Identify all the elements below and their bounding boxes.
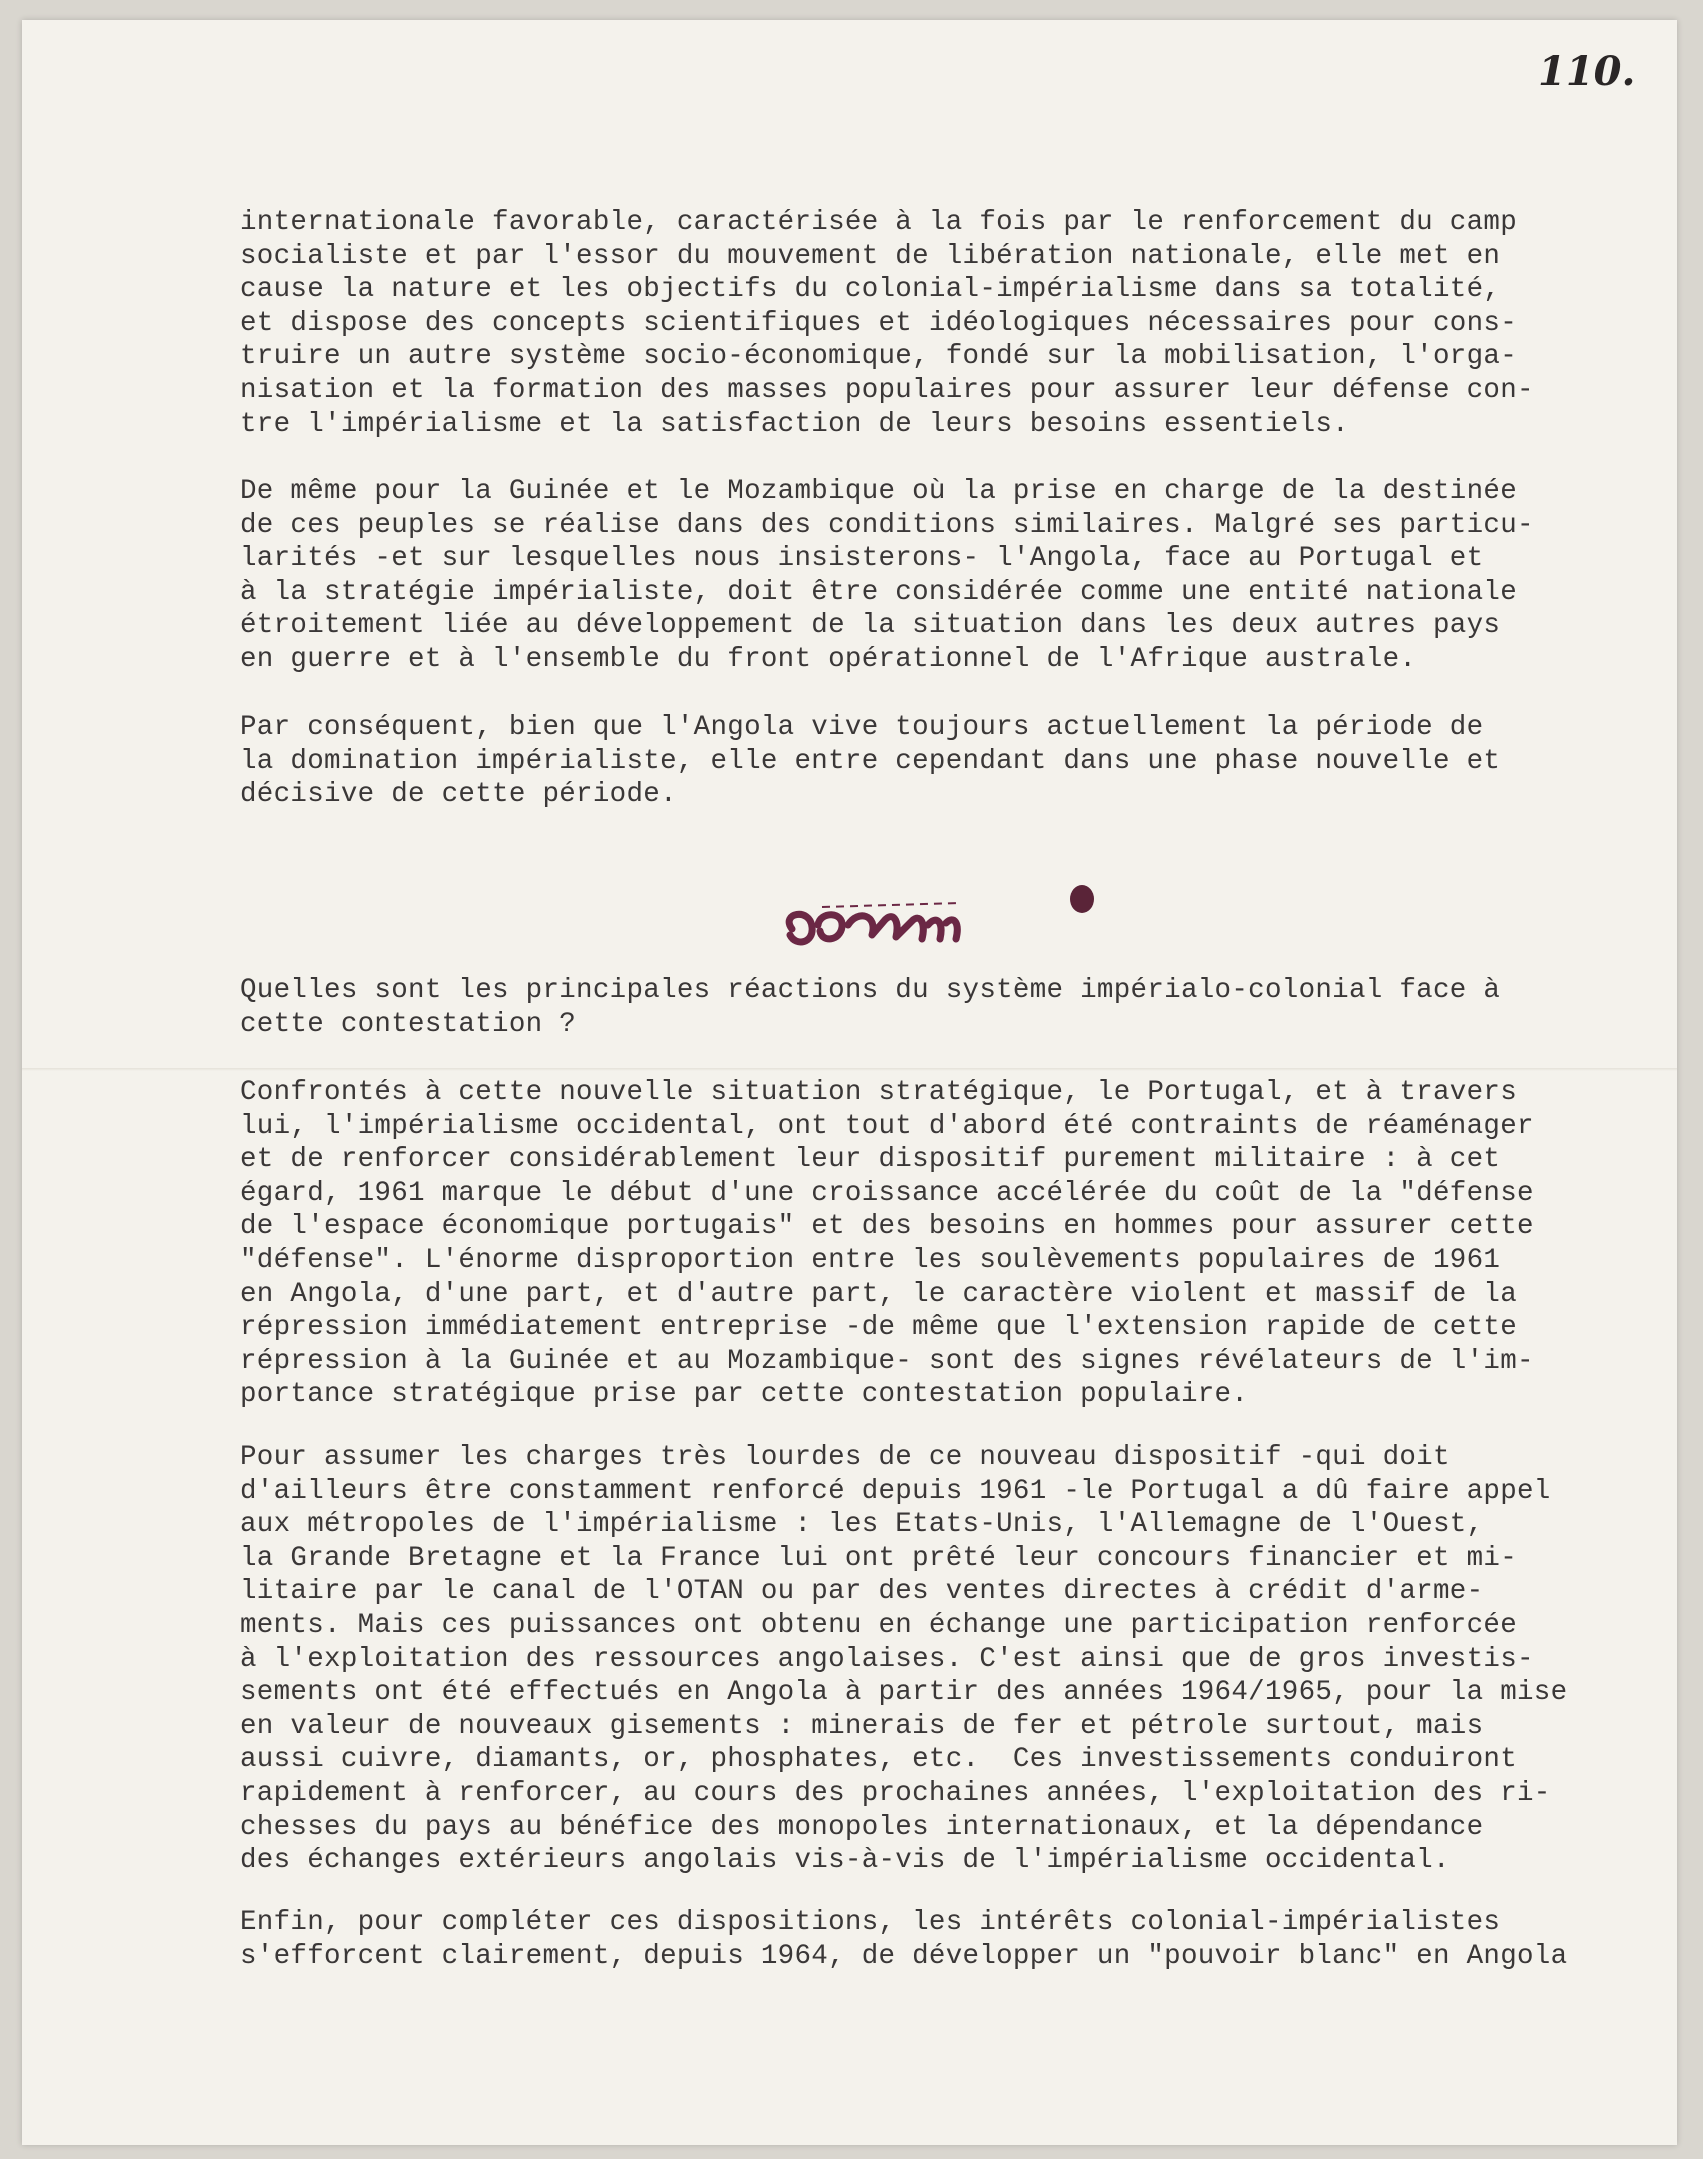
text-line: portance stratégique prise par cette contestation populaire. <box>240 1379 1249 1411</box>
text-line: sements ont été effectués en Angola à partir des années 1964/1965, pour la mise <box>240 1677 1568 1709</box>
text-line: rapidement à renforcer, au cours des prochaines années, l'exploitation des ri- <box>240 1777 1551 1809</box>
text-line: truire un autre système socio-économique, fondé sur la mobilisation, l'orga- <box>240 341 1518 373</box>
paragraph-enfin <box>240 1906 1567 1973</box>
text-line: la Grande Bretagne et la France lui ont prêté leur concours financier et mi- <box>240 1542 1518 1574</box>
text-line: aux métropoles de l'impérialisme : les Etats-Unis, l'Allemagne de l'Ouest, <box>240 1509 1484 1541</box>
text-line: chesses du pays au bénéfice des monopoles internationaux, et la dépendance <box>240 1811 1484 1843</box>
text-line: et dispose des concepts scientifiques et idéologiques nécessaires pour cons- <box>240 307 1518 339</box>
text-line: ments. Mais ces puissances ont obtenu en échange une participation renforcée <box>240 1609 1518 1641</box>
text-line: cette contestation ? <box>240 1008 577 1040</box>
text-line: étroitement liée au développement de la situation dans les deux autres pays <box>240 610 1501 642</box>
paragraph-pour-assumer <box>240 1441 1567 1878</box>
text-line: Par conséquent, bien que l'Angola vive toujours actuellement la période de <box>240 712 1484 743</box>
text-line: socialiste et par l'essor du mouvement de libération nationale, elle met en <box>240 240 1501 272</box>
text-line: et de renforcer considérablement leur dispositif purement militaire : à cet <box>240 1144 1501 1176</box>
text-line: d'ailleurs être constamment renforcé depuis 1961 -le Portugal a dû faire appel <box>240 1475 1551 1507</box>
text-line: cause la nature et les objectifs du colonial-impérialisme dans sa totalité, <box>240 274 1501 306</box>
text-line: répression immédiatement entreprise -de même que l'extension rapide de cette <box>240 1312 1518 1344</box>
text-line: en guerre et à l'ensemble du front opérationnel de l'Afrique australe. <box>240 643 1417 675</box>
text-line: nisation et la formation des masses populaires pour assurer leur défense con- <box>240 374 1534 406</box>
text-line: de ces peuples se réalise dans des conditions similaires. Malgré ses particu- <box>240 509 1534 541</box>
text-line: s'efforcent clairement, depuis 1964, de développer un "pouvoir blanc" en Angola <box>240 1940 1568 1972</box>
text-line: Pour assumer les charges très lourdes de ce nouveau dispositif -qui doit <box>240 1442 1450 1473</box>
paragraph-par-consequent <box>240 711 1500 812</box>
page-number: 110. <box>1538 48 1636 95</box>
text-line: décisive de cette période. <box>240 779 677 811</box>
text-line: en Angola, d'une part, et d'autre part, le caractère violent et massif de la <box>240 1278 1518 1310</box>
handwritten-section-separator <box>760 865 1120 975</box>
text-line: lui, l'impérialisme occidental, ont tout d'abord été contraints de réaménager <box>240 1110 1534 1142</box>
text-line: De même pour la Guinée et le Mozambique où la prise en charge de la destinée <box>240 476 1518 507</box>
paragraph-confrontes <box>240 1076 1534 1412</box>
text-line: "défense". L'énorme disproportion entre les soulèvements populaires de 1961 <box>240 1244 1501 1276</box>
text-line: Confrontés à cette nouvelle situation stratégique, le Portugal, et à travers <box>240 1077 1518 1108</box>
text-line: larités -et sur lesquelles nous insisterons- l'Angola, face au Portugal et <box>240 543 1484 575</box>
text-line: tre l'impérialisme et la satisfaction de leurs besoins essentiels. <box>240 408 1349 440</box>
text-line: à la stratégie impérialiste, doit être considérée comme une entité nationale <box>240 576 1518 608</box>
text-line: litaire par le canal de l'OTAN ou par des ventes directes à crédit d'arme- <box>240 1576 1484 1608</box>
text-line: internationale favorable, caractérisée à la fois par le renforcement du camp <box>240 207 1518 238</box>
text-line: Quelles sont les principales réactions du système impérialo-colonial face à <box>240 975 1501 1006</box>
paragraph-camp-socialiste <box>240 206 1534 441</box>
text-line: la domination impérialiste, elle entre cependant dans une phase nouvelle et <box>240 745 1501 777</box>
text-line: égard, 1961 marque le début d'une croissance accélérée du coût de la "défense <box>240 1177 1534 1209</box>
text-line: de l'espace économique portugais" et des besoins en hommes pour assurer cette <box>240 1211 1534 1243</box>
page-fold-crease <box>22 1068 1677 1071</box>
text-line: aussi cuivre, diamants, or, phosphates, etc. Ces investissements conduiront <box>240 1744 1518 1776</box>
text-line: à l'exploitation des ressources angolaises. C'est ainsi que de gros investis- <box>240 1643 1534 1675</box>
text-line: répression à la Guinée et au Mozambique- sont des signes révélateurs de l'im- <box>240 1345 1534 1377</box>
text-line: des échanges extérieurs angolais vis-à-vis de l'impérialisme occidental. <box>240 1845 1450 1877</box>
paragraph-question <box>240 974 1500 1041</box>
paragraph-guinee-mozambique <box>240 475 1534 677</box>
text-line: Enfin, pour compléter ces dispositions, les intérêts colonial-impérialistes <box>240 1907 1501 1938</box>
text-line: en valeur de nouveaux gisements : minerais de fer et pétrole surtout, mais <box>240 1710 1484 1742</box>
